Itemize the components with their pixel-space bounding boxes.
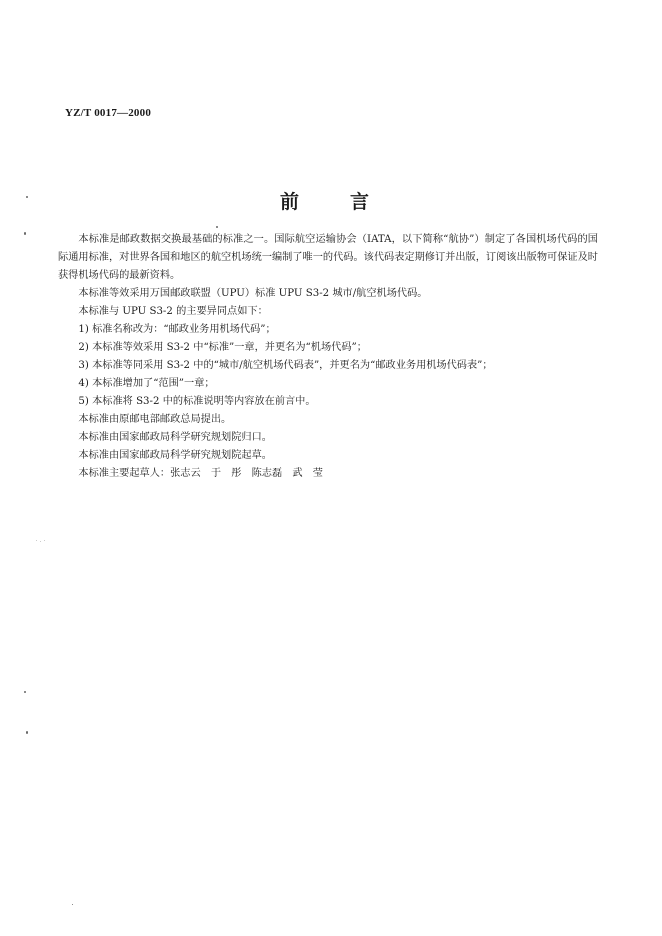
paragraph-proposer: 本标准由原邮电部邮政总局提出。 — [78, 414, 232, 425]
scan-speck — [72, 904, 73, 905]
standard-code: YZ/T 0017—2000 — [65, 107, 152, 119]
scan-speck — [24, 691, 26, 693]
scan-speck — [24, 232, 26, 235]
scan-speck — [216, 226, 218, 228]
paragraph-drafter-org: 本标准由国家邮政局科学研究规划院起草。 — [78, 450, 272, 461]
difference-item-4: 4) 本标准增加了“范围”一章； — [78, 378, 215, 389]
scan-speck — [40, 541, 41, 542]
difference-item-3: 3) 本标准等同采用 S3-2 中的“城市/航空机场代码表”，并更名为“邮政业务用机场代码表”； — [78, 360, 493, 371]
paragraph-differences-intro: 本标准与 UPU S3-2 的主要异同点如下： — [78, 306, 268, 317]
difference-item-1: 1) 标准名称改为：“邮政业务用机场代码”； — [78, 324, 276, 335]
paragraph-drafters: 本标准主要起草人：张志云 于 彤 陈志磊 武 莹 — [78, 468, 323, 479]
paragraph-adoption: 本标准等效采用万国邮政联盟（UPU）标准 UPU S3-2 城市/航空机场代码。 — [78, 288, 428, 299]
title-char-2: 言 — [350, 191, 370, 213]
scan-speck — [44, 540, 45, 541]
scan-speck — [26, 196, 28, 198]
scan-speck — [26, 731, 28, 734]
foreword-body — [58, 231, 598, 483]
title-char-1: 前 — [280, 191, 300, 213]
paragraph-intro: 本标准是邮政数据交换最基础的标准之一。国际航空运输协会（IATA，以下简称“航协”）制定了各国机场代码的国际通用标准，对世界各国和地区的航空机场统一编制了唯一的代码。该代码表定期修订并出版，订阅该出版物可保证及时获得机场代码的最新资料。 — [58, 234, 598, 281]
difference-item-5: 5) 本标准将 S3-2 中的标准说明等内容放在前言中。 — [78, 396, 316, 407]
paragraph-administrator: 本标准由国家邮政局科学研究规划院归口。 — [78, 432, 272, 443]
scan-speck — [36, 540, 37, 541]
difference-item-2: 2) 本标准等效采用 S3-2 中“标准”一章，并更名为“机场代码”； — [78, 342, 367, 353]
